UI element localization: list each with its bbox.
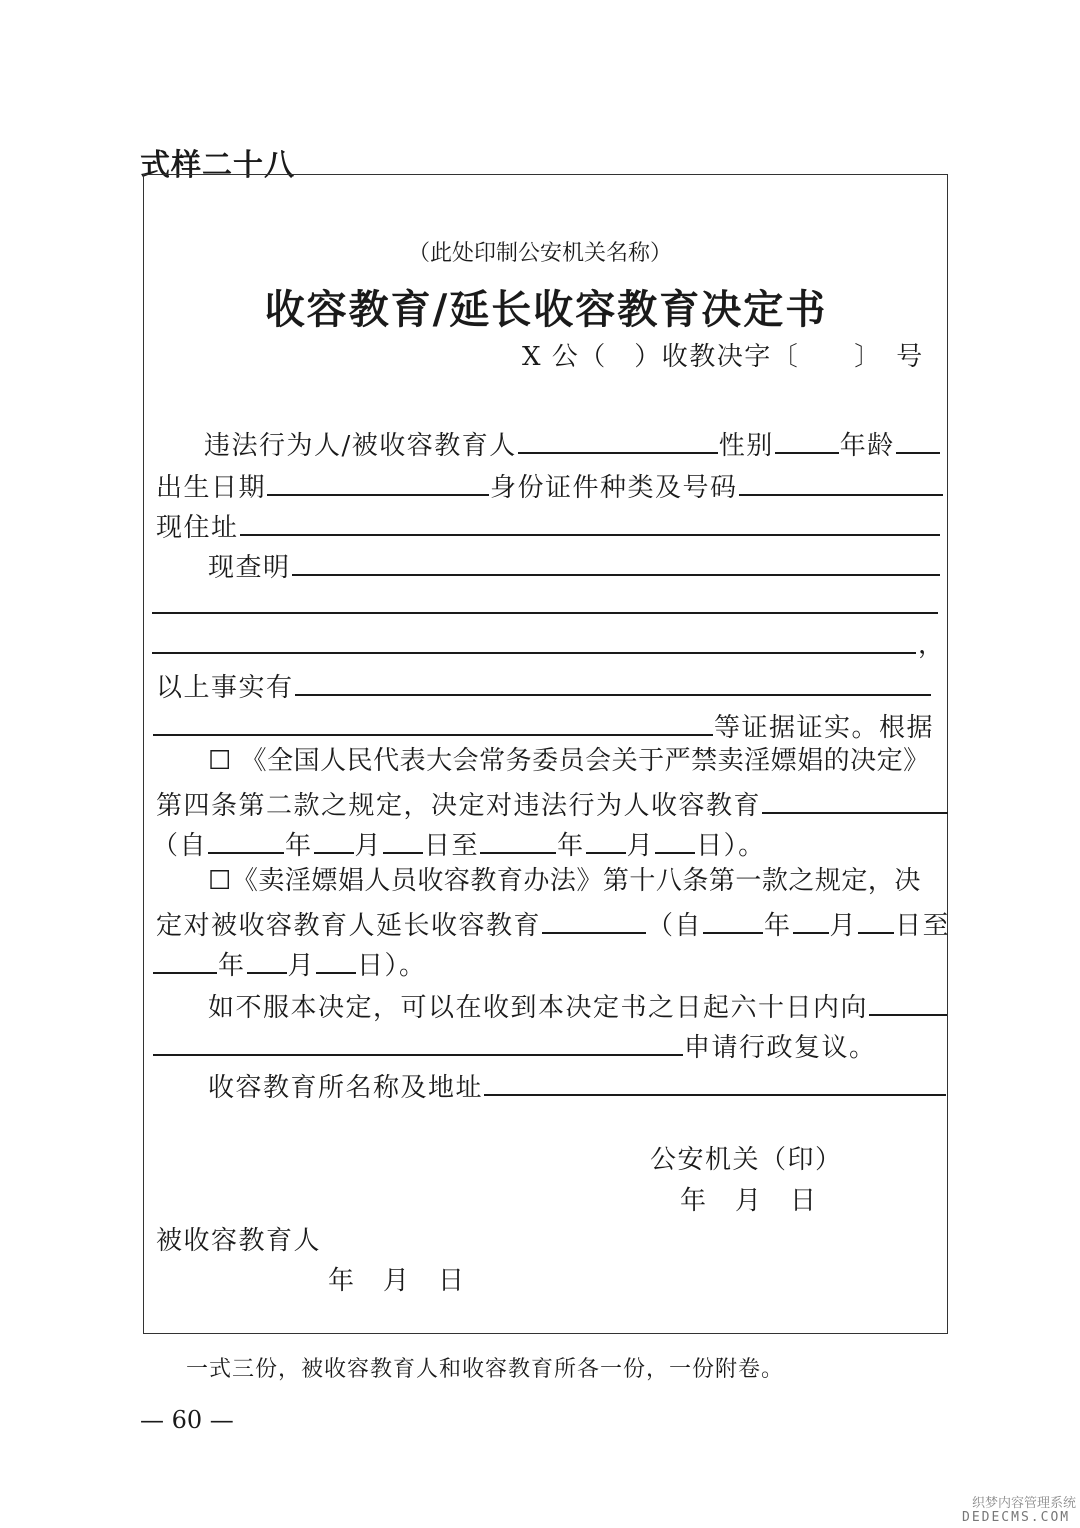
- gender-blank[interactable]: [775, 428, 839, 454]
- day-to-label: 日至: [424, 831, 480, 861]
- gender-label: 性别: [718, 431, 774, 461]
- appeal-row: [208, 990, 948, 1021]
- copies-note: 一式三份，被收容教育人和收容教育所各一份，一份附卷。: [186, 1357, 785, 1382]
- appeal-row-2: [152, 1030, 877, 1061]
- month-blank[interactable]: [247, 948, 287, 974]
- year-blank[interactable]: [153, 948, 217, 974]
- day-blank[interactable]: [383, 828, 423, 854]
- clause2-row-2: [156, 908, 950, 939]
- found-row: [208, 550, 941, 581]
- id-label: 身份证件种类及号码: [490, 473, 738, 503]
- appeal-text: 如不服本决定，可以在收到本决定书之日起六十日内向: [208, 993, 869, 1023]
- clause1-row-2: [156, 788, 949, 819]
- year-label: 年: [557, 831, 585, 861]
- document-number: X 公（ ）收教决字〔 〕 号: [522, 342, 924, 372]
- police-seal-label: 公安机关（印）: [650, 1145, 843, 1175]
- month-label: 月: [626, 831, 655, 861]
- age-blank[interactable]: [896, 428, 940, 454]
- day-to-label: 日至: [895, 911, 951, 941]
- day-blank[interactable]: [858, 908, 894, 934]
- appeal-authority-blank[interactable]: [869, 990, 947, 1016]
- clause1-date-row: [152, 828, 766, 859]
- id-number-blank[interactable]: [739, 470, 943, 496]
- clause2-row: [208, 868, 921, 894]
- month-blank[interactable]: [586, 828, 626, 854]
- watermark-en: DEDECMS.COM: [962, 1510, 1071, 1525]
- from-label: （自: [152, 831, 208, 861]
- day-blank[interactable]: [316, 948, 356, 974]
- evidence-label: 等证据证实。根据: [714, 713, 935, 743]
- address-row: [156, 510, 941, 541]
- month-blank[interactable]: [793, 908, 829, 934]
- evidence-blank-2[interactable]: [153, 710, 713, 736]
- evidence-blank[interactable]: [295, 670, 931, 696]
- address-blank[interactable]: [240, 510, 940, 536]
- facility-row: [208, 1070, 947, 1101]
- person-label: 违法行为人/被收容教育人: [204, 431, 517, 461]
- detainee-date: 年 月 日: [328, 1266, 466, 1296]
- term-blank[interactable]: [542, 908, 646, 934]
- year-blank[interactable]: [703, 908, 763, 934]
- year-label: 年: [285, 831, 313, 861]
- person-name-blank[interactable]: [518, 428, 718, 454]
- document-title: 收容教育/延长收容教育决定书: [264, 286, 828, 333]
- year-blank[interactable]: [480, 828, 556, 854]
- found-label: 现查明: [208, 553, 291, 583]
- month-blank[interactable]: [314, 828, 354, 854]
- org-name-placeholder: （此处印制公安机关名称）: [407, 241, 672, 266]
- sample-number: 式样二十八: [140, 148, 295, 183]
- clause2-text-b: 定对被收容教育人延长收容教育: [156, 911, 542, 941]
- found-blank[interactable]: [292, 550, 940, 576]
- detainee-signature-label: 被收容教育人: [156, 1226, 322, 1256]
- month-label: 月: [354, 831, 383, 861]
- facts-label: 以上事实有: [156, 673, 294, 703]
- facility-blank[interactable]: [484, 1070, 946, 1096]
- checkbox[interactable]: ☐: [208, 866, 232, 896]
- checkbox[interactable]: ☐: [208, 746, 232, 776]
- facts-blank-line[interactable]: [152, 652, 916, 654]
- appeal-text-b: 申请行政复议。: [684, 1033, 877, 1063]
- facts-blank-line[interactable]: [152, 612, 938, 614]
- day-blank[interactable]: [655, 828, 695, 854]
- facility-label: 收容教育所名称及地址: [208, 1073, 484, 1103]
- clause2-date-row: [152, 948, 427, 979]
- person-row: [204, 428, 941, 459]
- appeal-authority-blank[interactable]: [153, 1030, 683, 1056]
- page-number: — 60 —: [140, 1406, 234, 1434]
- day-end-label: 日）。: [696, 831, 766, 861]
- watermark-cn: 织梦内容管理系统: [972, 1496, 1077, 1511]
- birth-date-label: 出生日期: [156, 473, 267, 503]
- age-label: 年龄: [839, 431, 895, 461]
- evidence-row-2: [152, 710, 934, 741]
- from-label: （自: [647, 911, 703, 941]
- month-label: 月: [287, 951, 316, 981]
- year-label: 年: [218, 951, 246, 981]
- year-label: 年: [764, 911, 792, 941]
- term-blank[interactable]: [762, 788, 948, 814]
- clause1-row: [208, 748, 930, 774]
- clause1-text: 《全国人民代表大会常务委员会关于严禁卖淫嫖娼的决定》: [240, 746, 930, 776]
- clause1-text-b: 第四条第二款之规定，决定对违法行为人收容教育: [156, 791, 762, 821]
- month-label: 月: [829, 911, 858, 941]
- address-label: 现住址: [156, 513, 239, 543]
- comma: ，: [918, 630, 946, 660]
- clause2-text: 《卖淫嫖娼人员收容教育办法》第十八条第一款之规定，决: [231, 866, 921, 896]
- day-end-label: 日）。: [357, 951, 427, 981]
- birth-id-row: [156, 470, 944, 501]
- police-date: 年 月 日: [680, 1186, 818, 1216]
- birth-date-blank[interactable]: [267, 470, 489, 496]
- evidence-row: [156, 670, 932, 701]
- year-blank[interactable]: [208, 828, 284, 854]
